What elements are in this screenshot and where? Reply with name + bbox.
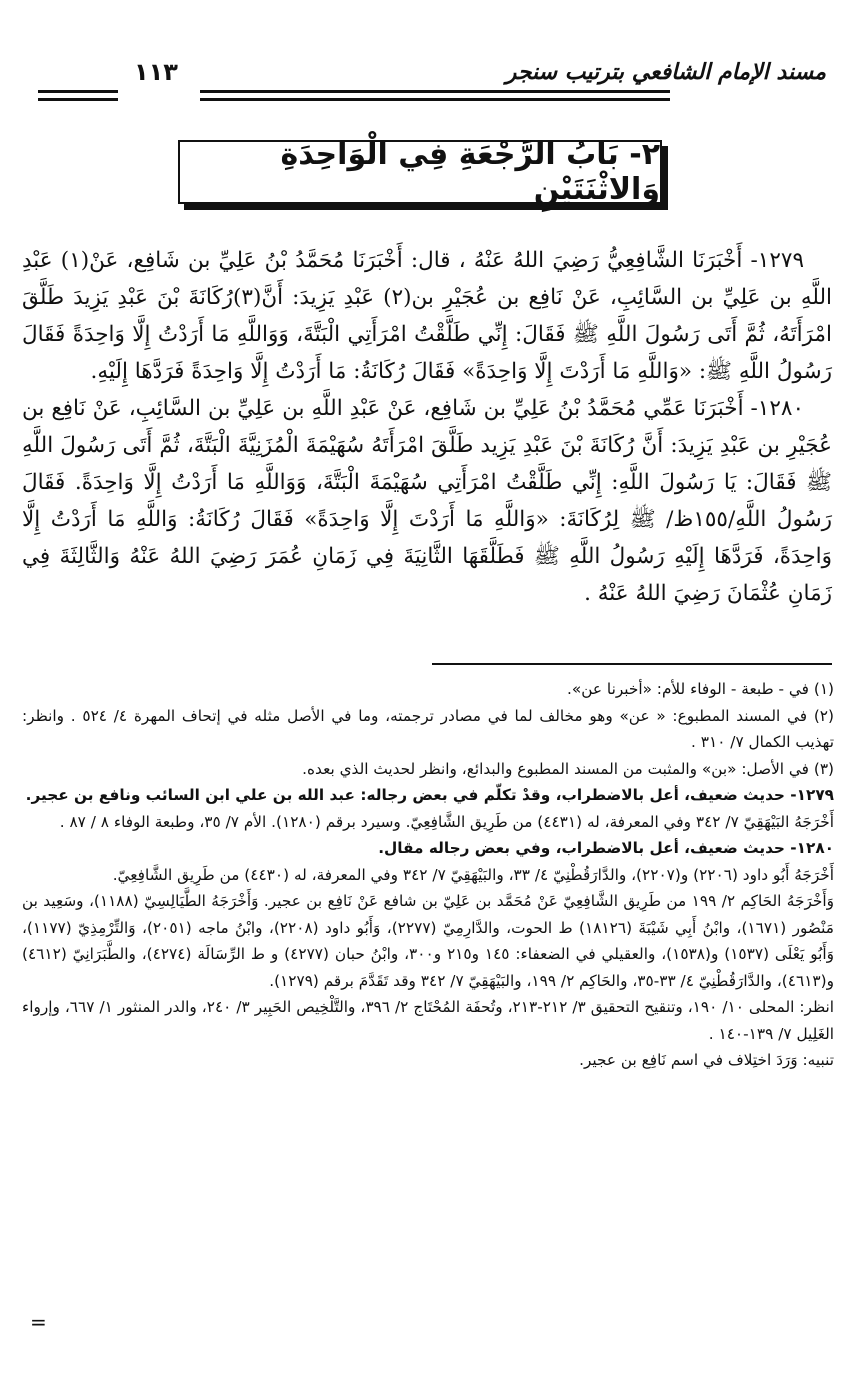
footnote-2: (٢) في المسند المطبوع: « عن» وهو مخالف لما في مصادر ترجمته، وما في الأصل مثله في إتحاف المهرة ٤/ ٥٢٤ . وانظر: تهذيب الكمال ٧/ ٣١٠ .: [22, 706, 834, 751]
footnote-separator: [432, 663, 832, 665]
header-rule-right-top: [200, 90, 670, 93]
chapter-heading-box: [178, 137, 662, 207]
grading-1279: ١٢٧٩- حديث ضعيف، أعل بالاضطراب، وقدْ تكلّم في بعض رجاله: عبد الله بن علي ابن السائب ونافع بن عجير.: [25, 786, 834, 804]
footnote-3: (٣) في الأصل: «بن» والمثبت من المسند المطبوع والبدائع، وانظر لحديث الذي بعده.: [302, 759, 834, 778]
hadith-1280: ١٢٨٠- أَخْبَرَنَا عَمِّي مُحَمَّدُ بْنُ عَلِيِّ بن شَافِع، عَنْ عَبْدِ اللَّهِ بن عَلِيِّ بن السَّائِبِ، عَنْ نَافِع بن عُجَيْرِ بن عَبْدِ يَزِيدَ: أَنَّ رُكَانَةَ بْنَ عَبْدِ يَزِيد طَلَّقَ امْرَأَتَهُ سُهَيْمَةَ الْمُزَنِيَّةَ الْبَتَّةَ، ثُمَّ أَتَى رَسُولَ اللَّهِ ﷺ فَقَالَ: يَا رَسُولَ اللَّهِ: إِنِّي طَلَّقْتُ امْرَأَتِي سُهَيْمَةَ الْبَتَّةَ، وَوَاللَّهِ مَا أَرَدْتُ إِلَّا وَاحِدَةً. فَقَالَ رَسُولُ اللَّهِ/١٥٥ظ/ ﷺ لِرُكَانَةَ: «وَاللَّهِ مَا أَرَدْتَ إِلَّا وَاحِدَةً» فَقَالَ رُكَانَةُ: وَاللَّهِ مَا أَرَدْتُ إِلَّا وَاحِدَةً، فَرَدَّهَا إِلَيْهِ رَسُولُ اللَّهِ ﷺ فَطَلَّقَهَا الثَّانِيَةَ فِي زَمَانِ عُمَرَ رَضِيَ اللهُ عَنْهُ وَالثَّالِثَةَ فِي زَمَانِ عُثْمَانَ رَضِيَ اللهُ عَنْهُ .: [22, 396, 833, 606]
takhrij-1280-a: أَخْرَجَهُ أَبُو داود (٢٢٠٦) و(٢٢٠٧)، والدَّارَقُطْنِيّ ٤/ ٣٣، والبَيْهَقِيّ ٧/ ٣٤٢ وفي المعرفة، له (٤٤٣٠) من طَرِيق الشَّافِعِيّ.: [112, 865, 834, 884]
header-rule-left-bottom: [38, 98, 118, 101]
takhrij-1279: أَخْرَجَهُ البَيْهَقِيّ ٧/ ٣٤٢ وفي المعرفة، له (٤٤٣١) من طَرِيق الشَّافِعِيّ. وسيرد برقم (١٢٨٠). الأم ٧/ ٣٥، وطبعة الوفاء ٨ / ٨٧ .: [59, 812, 834, 831]
footnote-1: (١) في - طبعة - الوفاء للأم: «أخبرنا عن».: [567, 680, 834, 698]
hadith-1279: ١٢٧٩- أَخْبَرَنَا الشَّافِعِيُّ رَضِيَ اللهُ عَنْهُ ، قال: أَخْبَرَنَا مُحَمَّدُ بْنُ عَلِيِّ بن شَافِع، عَنْ(١) عَبْدِ اللَّهِ بن عَلِيِّ بن السَّائِبِ، عَنْ نَافِع بن عُجَيْرِ بن(٢) عَبْدِ يَزِيدَ: أَنَّ(٣)رُكَانَةَ بْنَ عَبْدِ يَزِيدَ طَلَّقَ امْرَأَتَهُ، ثُمَّ أَتَى رَسُولَ اللَّهِ ﷺ فَقَالَ: إِنِّي طَلَّقْتُ امْرَأَتِي الْبَتَّةَ، وَوَاللَّهِ مَا أَرَدْتُ إِلَّا وَاحِدَةً فَقَالَ رَسُولُ اللَّهِ ﷺ: «وَاللَّهِ مَا أَرَدْتَ إِلَّا وَاحِدَةً» فَقَالَ رُكَانَةُ: مَا أَرَدْتُ إِلَّا وَاحِدَةً فَرَدَّهَا إِلَيْهِ.: [22, 248, 832, 384]
references: انظر: المحلى ١٠/ ١٩٠، وتنقيح التحقيق ٣/ ٢١٢-٢١٣، وتُحفَة المُحْتَاج ٢/ ٣٩٦، والتَّلْخِيص الحَبِير ٣/ ٢٤٠، والدر المنثور ١/ ٦٦٧، وإرواء الغَلِيل ٧/ ١٣٩-١٤٠ .: [22, 998, 834, 1043]
header-rule-left-top: [38, 90, 118, 93]
note-tanbih: تنبيه: وَرَدَ اختِلاف في اسم نَافِع بن عجير.: [579, 1051, 834, 1069]
grading-1280: ١٢٨٠- حديث ضعيف، أعل بالاضطراب، وفي بعض رجاله مقال.: [378, 839, 834, 857]
book-title: مسند الإمام الشافعي بترتيب سنجر: [505, 60, 826, 85]
page-number: ١١٣: [134, 58, 178, 86]
header-rule-right-bottom: [200, 98, 670, 101]
takhrij-1280-b: وَأَخْرَجَهُ الحَاكِم ٢/ ١٩٩ من طَرِيق الشَّافِعِيّ عَنْ مُحَمَّد بن عَلِيّ بن شافع عَنْ نَافِع بن عجير. وَأَخْرَجَهُ الطَّيَالِسِيّ (١١٨٨)، وسَعِيد بن مَنْصُور (١٦٧١)، وابْنُ أَبِي شَيْبَةَ (١٨١٢٦) ط الحوت، والدَّارِمِيّ (٢٢٧٧)، وَأَبُو داود (٢٢٠٨)، وابْنُ ماجه (٢٠٥١)، وَالتِّرْمِذِيّ (١١٧٧)، وَأَبُو يَعْلَى (١٥٣٧) و(١٥٣٨)، والعقيلي في الضعفاء: ١٤٥ و٢١٥ و٣٠٠، وابْنُ حبان (٤٢٧٧) و ط الرِّسَالَة (٤٢٧٤)، والطَّبَرَانِيّ (٤٦١٢) و(٤٦١٣)، والدَّارَقُطْنِيّ ٤/ ٣٣-٣٥، والحَاكِم ٢/ ١٩٩، والبَيْهَقِيّ ٧/ ٣٤٢ وقد تَقَدَّمَ برقم (١٢٧٩).: [22, 892, 835, 990]
continuation-mark: =: [30, 1310, 47, 1334]
chapter-title: ٢- بَابُ الرَّجْعَةِ فِي الْوَاحِدَةِ وَالاثْنَتَيْنِ: [280, 137, 660, 207]
page-header: [30, 58, 830, 108]
footnotes: [22, 676, 834, 1074]
hadith-text: [22, 242, 832, 612]
